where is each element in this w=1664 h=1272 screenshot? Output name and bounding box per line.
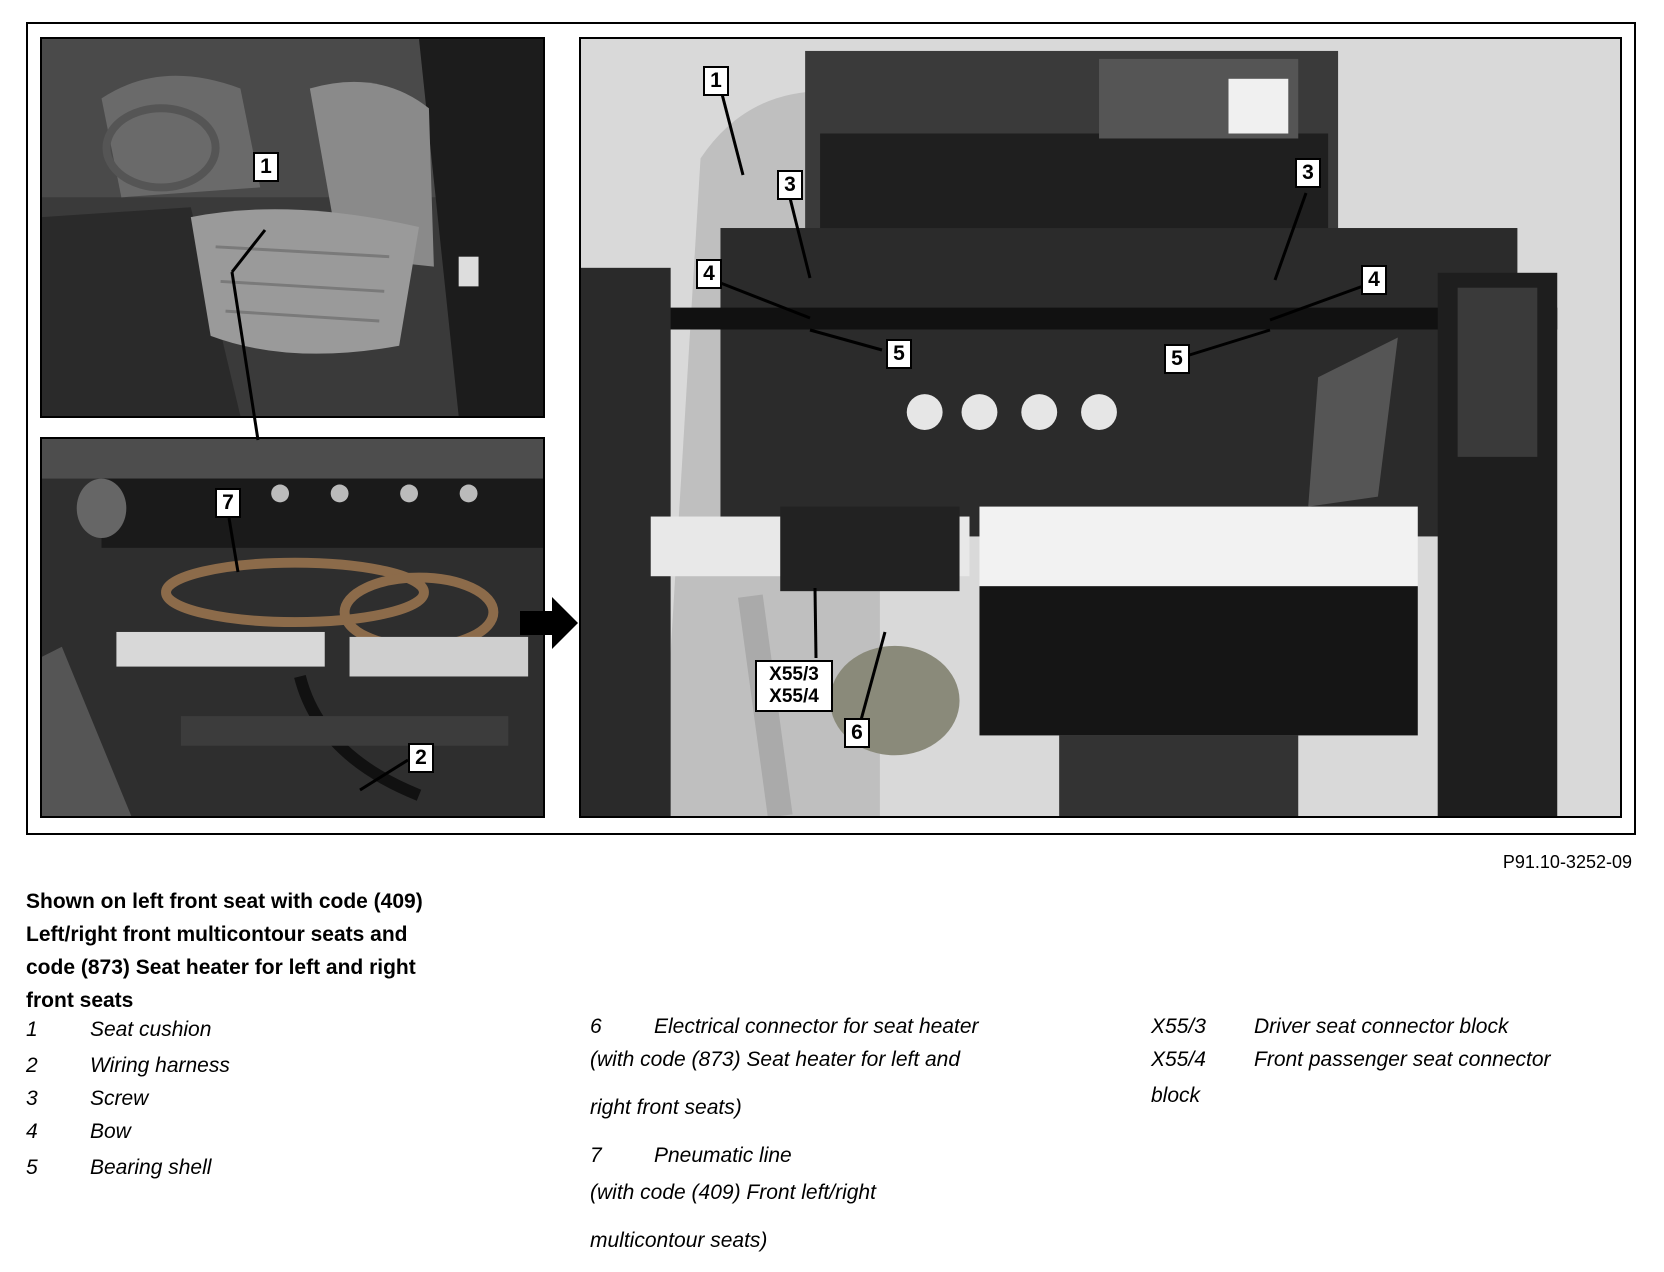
arrow-right-icon xyxy=(520,593,580,653)
legend-item-6-line-2: (with code (873) Seat heater for left and xyxy=(590,1048,961,1071)
legend-key: 5 xyxy=(26,1156,38,1179)
callout-5-right: 5 xyxy=(1164,344,1190,374)
legend-key: X55/3 xyxy=(1151,1015,1206,1038)
legend-key: 1 xyxy=(26,1018,38,1041)
callout-6: 6 xyxy=(844,718,870,748)
legend-label: Driver seat connector block xyxy=(1254,1015,1509,1038)
caption xyxy=(26,885,496,1017)
callout-3-left: 3 xyxy=(777,170,803,200)
legend-item-6-line-3: right front seats) xyxy=(590,1096,742,1119)
callout-1-interior: 1 xyxy=(253,152,279,182)
callout-2: 2 xyxy=(408,743,434,773)
photo-vehicle-interior xyxy=(40,37,545,418)
legend-key: 6 xyxy=(590,1015,602,1038)
callout-1-seat: 1 xyxy=(703,66,729,96)
legend-key: 2 xyxy=(26,1054,38,1077)
interior-illustration xyxy=(42,39,543,416)
seat-frame-illustration xyxy=(581,39,1620,816)
caption-line-1: Shown on left front seat with code (409) xyxy=(26,890,423,913)
photo-seat-underside xyxy=(40,437,545,818)
legend-label: Wiring harness xyxy=(90,1054,230,1077)
callout-x55-4: X55/4 xyxy=(769,686,819,707)
callout-4-left: 4 xyxy=(696,259,722,289)
legend-key: 4 xyxy=(26,1120,38,1143)
caption-line-3: code (873) Seat heater for left and right xyxy=(26,956,416,979)
legend-label: Bearing shell xyxy=(90,1156,212,1179)
legend-label: Seat cushion xyxy=(90,1018,212,1041)
legend-label: Front passenger seat connector xyxy=(1254,1048,1551,1071)
callout-7: 7 xyxy=(215,488,241,518)
callout-x55-3: X55/3 xyxy=(769,664,819,685)
legend-item-7-line-2: (with code (409) Front left/right xyxy=(590,1181,876,1204)
underside-illustration xyxy=(42,439,543,816)
legend-key: 3 xyxy=(26,1087,38,1110)
legend-label: Screw xyxy=(90,1087,149,1110)
legend-item-7-line-3: multicontour seats) xyxy=(590,1229,768,1252)
legend-label: Electrical connector for seat heater xyxy=(654,1015,979,1038)
legend-key: X55/4 xyxy=(1151,1048,1206,1071)
callout-5-left: 5 xyxy=(886,339,912,369)
caption-line-4: front seats xyxy=(26,989,134,1012)
legend-label: Pneumatic line xyxy=(654,1144,792,1167)
callout-4-right: 4 xyxy=(1361,265,1387,295)
figure-id: P91.10-3252-09 xyxy=(1502,852,1632,872)
legend-label: Bow xyxy=(90,1120,131,1143)
caption-line-2: Left/right front multicontour seats and xyxy=(26,923,408,946)
legend-item-x55-4-line-2: block xyxy=(1151,1084,1201,1107)
callout-connector-blocks xyxy=(755,660,833,712)
legend-key: 7 xyxy=(590,1144,602,1167)
callout-3-right: 3 xyxy=(1295,158,1321,188)
photo-seat-frame xyxy=(579,37,1622,818)
